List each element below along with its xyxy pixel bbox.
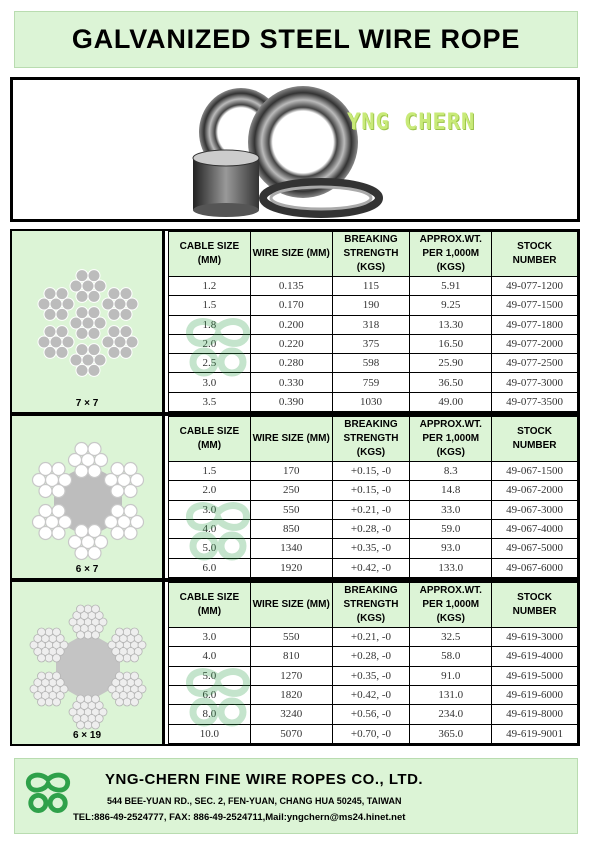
table-row: 3.0 550 +0.21, -0 32.5 49-619-3000 xyxy=(169,628,578,647)
section-7x7 xyxy=(10,229,580,414)
table-row: 3.0 0.330 759 36.50 49-077-3000 xyxy=(169,373,578,392)
cable-cross-section-panel xyxy=(12,582,165,744)
cross-section-6x19-icon xyxy=(12,582,162,748)
construction-label: 7 × 7 xyxy=(75,398,99,409)
spec-table-7x7 xyxy=(168,231,578,412)
cable-cross-section-panel xyxy=(12,416,165,578)
page-title: GALVANIZED STEEL WIRE ROPE xyxy=(71,24,521,54)
company-logo-icon xyxy=(19,766,77,822)
table-header-row xyxy=(169,583,578,628)
table-row: 3.0 550 +0.21, -0 33.0 49-067-3000 xyxy=(169,500,578,519)
table-row: 8.0 3240 +0.56, -0 234.0 49-619-8000 xyxy=(169,705,578,724)
table-row: 10.0 5070 +0.70, -0 365.0 49-619-9001 xyxy=(169,724,578,743)
col-stock-number: STOCK NUMBER xyxy=(492,417,578,462)
table-row: 1.5 0.170 190 9.25 49-077-1500 xyxy=(169,296,578,315)
product-photo xyxy=(10,77,580,222)
col-approx-weight: APPROX.WT. PER 1,000M (KGS) xyxy=(410,583,492,628)
section-6x7 xyxy=(10,414,580,580)
title-banner xyxy=(14,11,578,68)
table-header-row xyxy=(169,417,578,462)
table-row: 1.8 0.200 318 13.30 49-077-1800 xyxy=(169,315,578,334)
table-row: 1.5 170 +0.15, -0 8.3 49-067-1500 xyxy=(169,462,578,481)
company-address: 544 BEE-YUAN RD., SEC. 2, FEN-YUAN, CHANG HUA 50245, TAIWAN xyxy=(107,796,402,806)
table-row: 2.0 250 +0.15, -0 14.8 49-067-2000 xyxy=(169,481,578,500)
company-contact: TEL:886-49-2524777, FAX: 886-49-2524711,Mail:yngchern@ms24.hinet.net xyxy=(73,812,406,823)
construction-label: 6 × 19 xyxy=(72,730,102,741)
col-breaking-strength: BREAKING STRENGTH (KGS) xyxy=(332,583,410,628)
col-breaking-strength: BREAKING STRENGTH (KGS) xyxy=(332,417,410,462)
table-row: 1.2 0.135 115 5.91 49-077-1200 xyxy=(169,277,578,296)
col-breaking-strength: BREAKING STRENGTH (KGS) xyxy=(332,232,410,277)
table-row: 2.5 0.280 598 25.90 49-077-2500 xyxy=(169,354,578,373)
col-approx-weight: APPROX.WT. PER 1,000M (KGS) xyxy=(410,417,492,462)
company-name: YNG-CHERN FINE WIRE ROPES CO., LTD. xyxy=(105,771,424,788)
brand-watermark: YNG CHERN xyxy=(347,110,476,135)
table-row: 6.0 1820 +0.42, -0 131.0 49-619-6000 xyxy=(169,685,578,704)
wire-coil-illustration xyxy=(13,80,577,219)
section-6x19 xyxy=(10,580,580,746)
table-row: 5.0 1340 +0.35, -0 93.0 49-067-5000 xyxy=(169,539,578,558)
cross-section-7x7-icon xyxy=(12,231,162,416)
table-row: 5.0 1270 +0.35, -0 91.0 49-619-5000 xyxy=(169,666,578,685)
construction-label: 6 × 7 xyxy=(75,564,99,575)
company-footer xyxy=(14,758,578,834)
table-row: 3.5 0.390 1030 49.00 49-077-3500 xyxy=(169,392,578,411)
table-header-row xyxy=(169,232,578,277)
col-stock-number: STOCK NUMBER xyxy=(492,232,578,277)
table-row: 4.0 850 +0.28, -0 59.0 49-067-4000 xyxy=(169,519,578,538)
table-row: 6.0 1920 +0.42, -0 133.0 49-067-6000 xyxy=(169,558,578,577)
col-wire-size: WIRE SIZE (MM) xyxy=(250,417,332,462)
table-row: 2.0 0.220 375 16.50 49-077-2000 xyxy=(169,334,578,353)
cross-section-6x7-icon xyxy=(12,416,162,582)
col-wire-size: WIRE SIZE (MM) xyxy=(250,232,332,277)
spec-table-6x19 xyxy=(168,582,578,744)
cable-cross-section-panel xyxy=(12,231,165,412)
table-row: 4.0 810 +0.28, -0 58.0 49-619-4000 xyxy=(169,647,578,666)
col-cable-size: CABLE SIZE (MM) xyxy=(169,583,251,628)
col-stock-number: STOCK NUMBER xyxy=(492,583,578,628)
col-wire-size: WIRE SIZE (MM) xyxy=(250,583,332,628)
col-cable-size: CABLE SIZE (MM) xyxy=(169,417,251,462)
spec-table-6x7 xyxy=(168,416,578,578)
col-cable-size: CABLE SIZE (MM) xyxy=(169,232,251,277)
col-approx-weight: APPROX.WT. PER 1,000M (KGS) xyxy=(410,232,492,277)
